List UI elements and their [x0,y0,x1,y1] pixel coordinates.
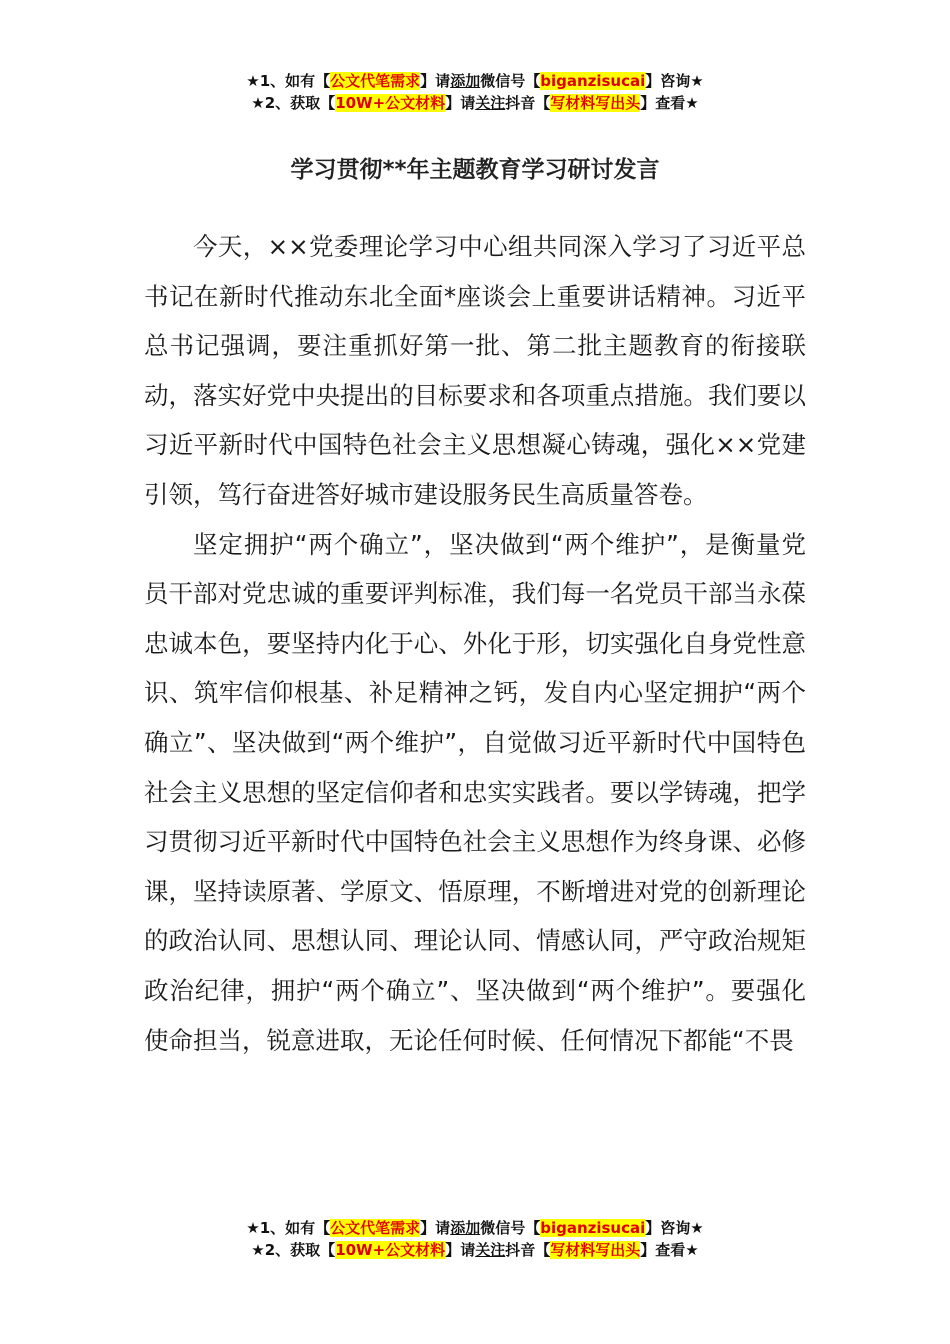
highlight-text: biganzisucai [540,1219,646,1237]
header-banner [0,70,950,114]
banner-text: 】咨询★ [645,72,704,90]
banner-text: ★2、获取【 [251,1241,336,1259]
underlined-text: 添加 [450,72,481,90]
banner-text: ★1、如有【 [246,1219,331,1237]
document-body [144,222,806,1065]
banner-line-1 [0,1217,950,1239]
paragraph: 今天，××党委理论学习中心组共同深入学习了习近平总书记在新时代推动东北全面*座谈会上重要讲话精神。习近平总书记强调，要注重抓好第一批、第二批主题教育的衔接联动，落实好党中央提出的目标要求和各项重点措施。我们要以习近平新时代中国特色社会主义思想凝心铸魂，强化××党建引领，笃行奋进答好城市建设服务民生高质量答卷。 [144,232,806,509]
banner-text: 】查看★ [640,1241,699,1259]
banner-text: 】请 [420,1219,451,1237]
underlined-text: 关注 [475,94,506,112]
paragraph: 坚定拥护“两个确立”，坚决做到“两个维护”，是衡量党员干部对党忠诚的重要评判标准，我们每一名党员干部当永葆忠诚本色，要坚持内化于心、外化于形，切实强化自身党性意识、筑牢信仰根基、补足精神之钙，发自内心坚定拥护“两个确立”、坚决做到“两个维护”，自觉做习近平新时代中国特色社会主义思想的坚定信仰者和忠实实践者。要以学铸魂，把学习贯彻习近平新时代中国特色社会主义思想作为终身课、必修课，坚持读原著、学原文、悟原理，不断增进对党的创新理论的政治认同、思想认同、理论认同、情感认同，严守政治规矩政治纪律，拥护“两个确立”、坚决做到“两个维护”。要强化使命担当，锐意进取，无论任何时候、任何情况下都能“不畏 [144,529,806,1055]
banner-text: 】查看★ [640,94,699,112]
document-title: 学习贯彻**年主题教育学习研讨发言 [290,157,660,183]
banner-line-2 [0,92,950,114]
underlined-text: 添加 [450,1219,481,1237]
banner-text: 】请 [445,94,476,112]
highlight-text: 公文代笔需求 [330,1219,421,1237]
banner-text: 抖音【 [505,94,551,112]
banner-line-1 [0,70,950,92]
highlight-text: 10W+公文材料 [335,1241,446,1259]
banner-text: 抖音【 [505,1241,551,1259]
banner-line-2 [0,1239,950,1261]
banner-text: ★2、获取【 [251,94,336,112]
banner-text: 微信号【 [480,72,541,90]
underlined-text: 关注 [475,1241,506,1259]
banner-text: 】请 [445,1241,476,1259]
banner-text: ★1、如有【 [246,72,331,90]
footer-banner [0,1217,950,1261]
banner-text: 微信号【 [480,1219,541,1237]
highlight-text: 公文代笔需求 [330,72,421,90]
highlight-text: 10W+公文材料 [335,94,446,112]
banner-text: 】请 [420,72,451,90]
banner-text: 】咨询★ [645,1219,704,1237]
highlight-text: 写材料写出头 [550,94,641,112]
highlight-text: 写材料写出头 [550,1241,641,1259]
highlight-text: biganzisucai [540,72,646,90]
